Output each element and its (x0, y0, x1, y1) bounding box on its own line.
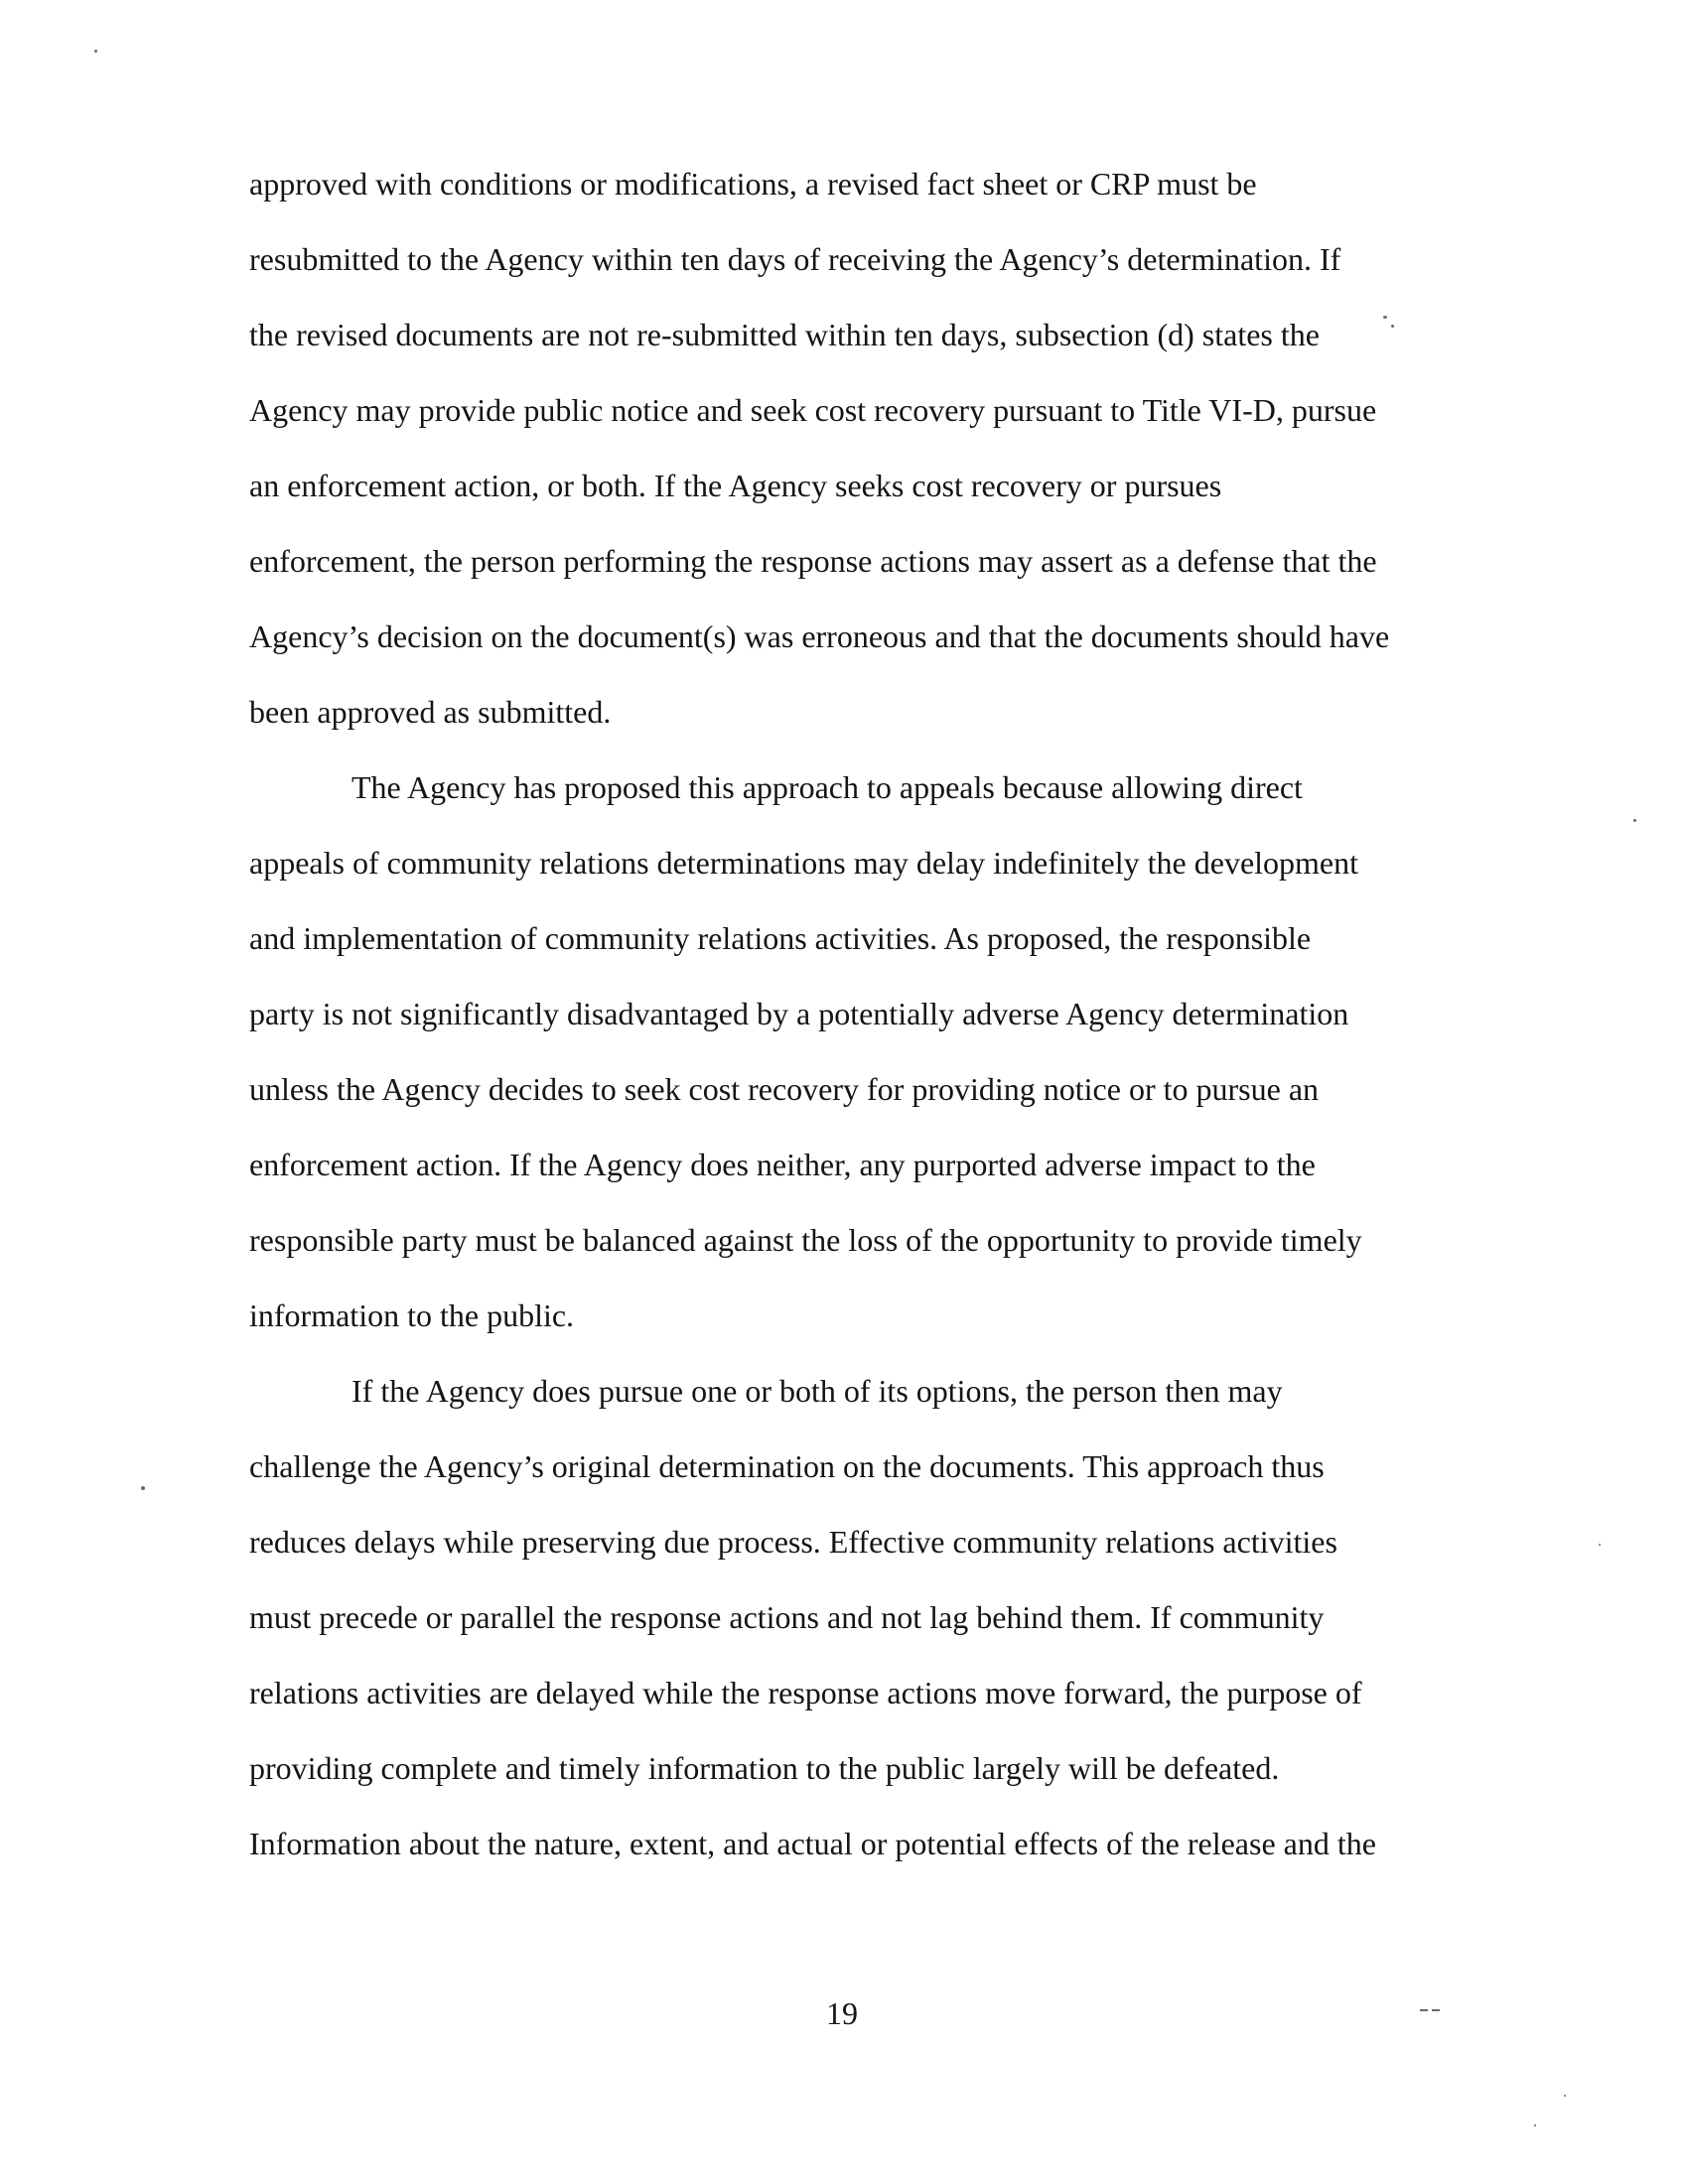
text-line: party is not significantly disadvantaged by a potentially adverse Agency determination (249, 996, 1349, 1031)
scan-speck (94, 50, 97, 53)
text-line: responsible party must be balanced against the loss of the opportunity to provide timely (249, 1222, 1362, 1258)
text-line: providing complete and timely information to the public largely will be defeated. (249, 1750, 1280, 1786)
text-line: If the Agency does pursue one or both of its options, the person then may (351, 1373, 1283, 1409)
paragraph-1 (249, 161, 1471, 764)
scan-speck (1391, 325, 1394, 328)
text-line: an enforcement action, or both. If the Agency seeks cost recovery or pursues (249, 468, 1222, 503)
scan-speck (1432, 2009, 1440, 2011)
scan-speck (1534, 2124, 1536, 2126)
scan-speck (1420, 2009, 1428, 2011)
body-text (249, 161, 1471, 1896)
text-line: The Agency has proposed this approach to appeals because allowing direct (351, 769, 1303, 805)
text-line: appeals of community relations determinations may delay indefinitely the development (249, 845, 1359, 881)
scan-speck (1633, 819, 1636, 822)
text-line: been approved as submitted. (249, 694, 612, 730)
text-line: information to the public. (249, 1297, 575, 1333)
text-line: relations activities are delayed while the response actions move forward, the purpose of (249, 1675, 1362, 1710)
text-line: the revised documents are not re-submitted within ten days, subsection (d) states the (249, 317, 1320, 352)
text-line: and implementation of community relations activities. As proposed, the responsible (249, 920, 1312, 956)
scan-speck (1564, 2095, 1566, 2097)
text-line: resubmitted to the Agency within ten days of receiving the Agency’s determination. If (249, 241, 1341, 277)
page-number: 19 (826, 1995, 858, 2031)
scan-speck (141, 1486, 145, 1490)
text-line: unless the Agency decides to seek cost recovery for providing notice or to pursue an (249, 1071, 1320, 1107)
text-line: Agency may provide public notice and seek cost recovery pursuant to Title VI-D, pursue (249, 392, 1377, 428)
scan-speck (1599, 1544, 1601, 1546)
text-line: enforcement, the person performing the response actions may assert as a defense that the (249, 543, 1377, 579)
paragraph-3 (249, 1368, 1471, 1896)
text-line: reduces delays while preserving due process. Effective community relations activities (249, 1524, 1337, 1560)
text-line: Agency’s decision on the document(s) was erroneous and that the documents should have (249, 618, 1390, 654)
text-line: Information about the nature, extent, and actual or potential effects of the release and the (249, 1826, 1376, 1861)
text-line: approved with conditions or modifications, a revised fact sheet or CRP must be (249, 166, 1257, 202)
text-line: challenge the Agency’s original determination on the documents. This approach thus (249, 1448, 1325, 1484)
scan-speck (1383, 316, 1387, 319)
text-line: enforcement action. If the Agency does neither, any purported adverse impact to the (249, 1147, 1316, 1182)
text-line: must precede or parallel the response actions and not lag behind them. If community (249, 1599, 1325, 1635)
paragraph-2 (249, 764, 1471, 1368)
